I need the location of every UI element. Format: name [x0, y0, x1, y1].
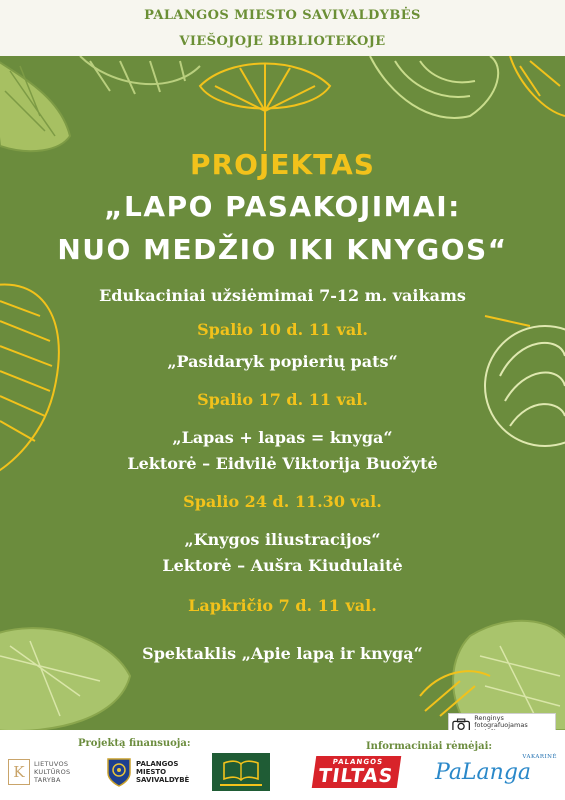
event-2-date: Spalio 17 d. 11 val. [197, 390, 368, 409]
vakarine-small: VAKARINĖ [522, 754, 557, 760]
leaf-top-center [80, 56, 200, 94]
event-4-date: Lapkričio 7 d. 11 val. [188, 596, 377, 615]
lkt-line-1: LIETUVOS [34, 760, 69, 768]
leaf-top-left [0, 56, 70, 151]
leaf-ginkgo-top [200, 64, 330, 152]
logo-palangos-tiltas [314, 752, 399, 792]
tiltas-small: PALANGOS [332, 758, 384, 766]
event-1-date: Spalio 10 d. 11 val. [197, 320, 368, 339]
title-line-1: „LAPO PASAKOJIMAI: [104, 190, 461, 223]
pms-line-3: SAVIVALDYBĖ [136, 776, 190, 784]
leaf-top-right [370, 56, 565, 118]
header-line-2: VIEŠOJOJE BIBLIOTEKOJE [179, 34, 386, 49]
event-2-lecturer: Lektorė – Eidvilė Viktorija Buožytė [127, 454, 438, 473]
project-label: PROJEKTAS [190, 148, 375, 181]
poster-area [0, 56, 565, 730]
logo-vakarine-palanga [433, 752, 557, 792]
book-icon [212, 753, 270, 791]
pms-line-2: MIESTO [136, 768, 167, 776]
pms-line-1: PALANGOS [136, 760, 179, 768]
event-3-title: „Knygos iliustracijos“ [184, 530, 381, 549]
event-3-lecturer: Lektorė – Aušra Kiudulaitė [162, 556, 403, 575]
subtitle: Edukaciniai užsiėmimai 7-12 m. vaikams [99, 286, 466, 305]
header-band [0, 0, 565, 56]
event-3-date: Spalio 24 d. 11.30 val. [183, 492, 382, 511]
lkt-mark: K [8, 759, 30, 785]
title-line-2: NUO MEDŽIO IKI KNYGOS“ [57, 233, 508, 266]
vakarine-big: PaLanga [435, 760, 532, 785]
supporters-label: Informaciniai rėmėjai: [366, 741, 493, 752]
header-line-1: PALANGOS MIESTO SAVIVALDYBĖS [144, 8, 421, 23]
lkt-line-3: TARYBA [34, 776, 61, 784]
funded-by-label: Projektą finansuoja: [78, 738, 191, 749]
coat-of-arms-icon [106, 757, 132, 787]
lkt-line-2: KULTŪROS [34, 768, 71, 776]
logo-library [212, 752, 270, 792]
leaf-left-pinecone [0, 284, 59, 476]
event-1-title: „Pasidaryk popierių pats“ [167, 352, 398, 371]
logo-lietuvos-kulturos-taryba [8, 752, 70, 792]
tiltas-big: TILTAS [316, 765, 395, 787]
event-2-title: „Lapas + lapas = knyga“ [172, 428, 393, 447]
logo-palangos-savivaldybe [106, 752, 189, 792]
photo-notice-line-1: Renginys fotografuojamas [474, 713, 528, 729]
event-4-title: Spektaklis „Apie lapą ir knygą“ [142, 644, 423, 663]
